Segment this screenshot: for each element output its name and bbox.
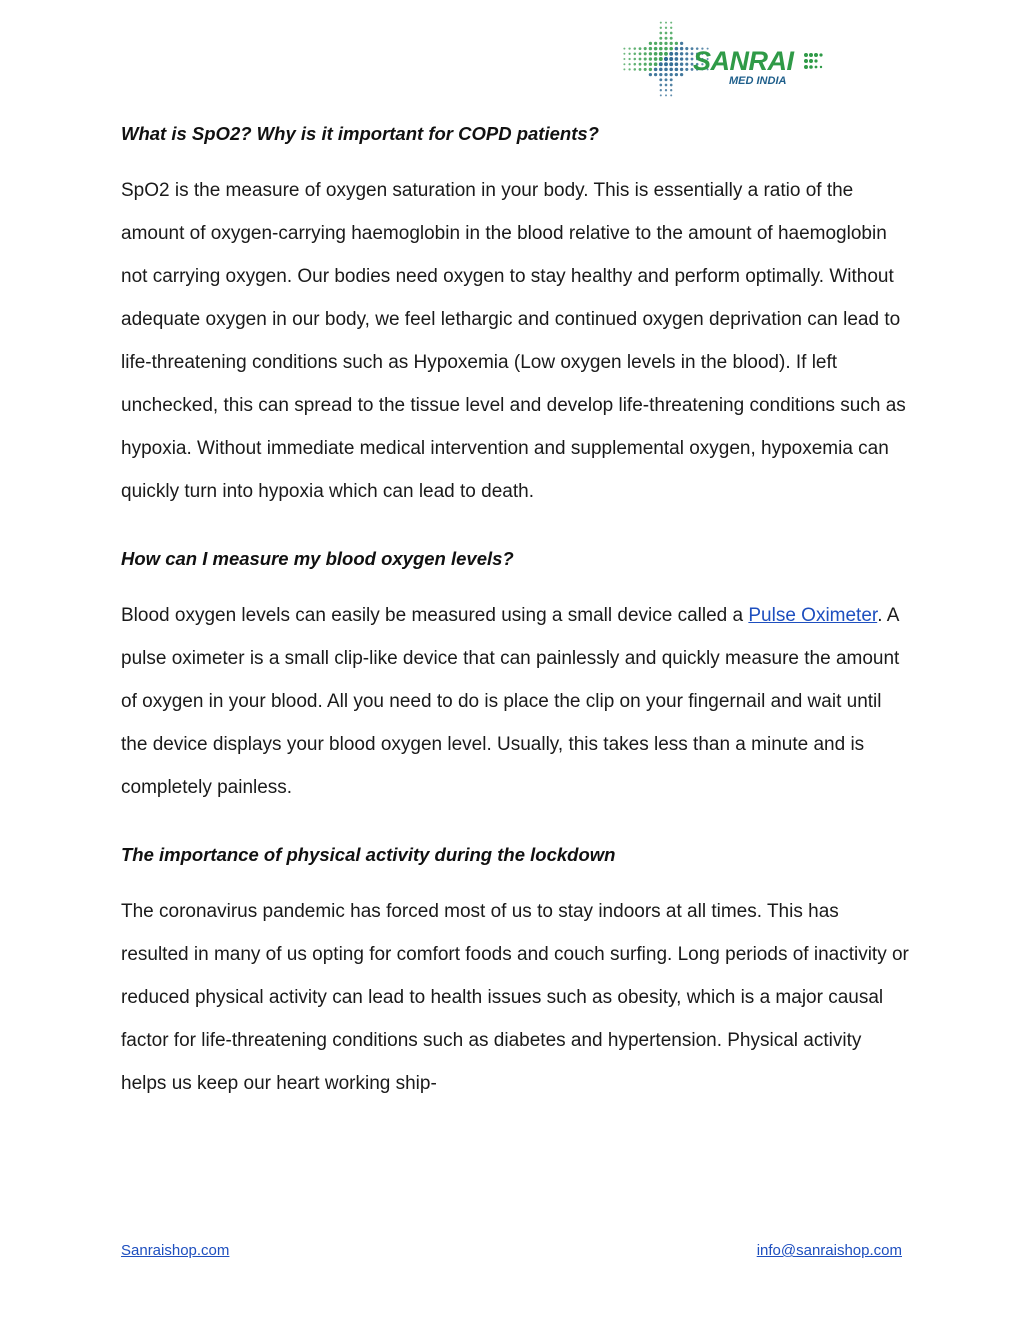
section-heading-measure: How can I measure my blood oxygen levels? [121,548,514,569]
logo-dots-tail-icon [803,52,827,72]
paragraph-text-before-link: Blood oxygen levels can easily be measured using a small device called a [121,605,749,626]
pulse-oximeter-link[interactable]: Pulse Oximeter [748,605,878,626]
brand-logo [620,18,830,100]
section-paragraph-spo2: SpO2 is the measure of oxygen saturation in your body. This is essentially a ratio of the amount of oxygen-carrying haemoglobin in the blood relative to the amount of haemoglobin not carrying oxygen. Our bodies need oxygen to stay healthy and perform optimally. Without adequate oxygen in our body, we feel lethargic and continued oxygen deprivation can lead to life-threatening conditions such as Hypoxemia (Low oxygen levels in the blood). If left unchecked, this can spread to the tissue level and develop life-threatening conditions such as hypoxia. Without immediate medical intervention and supplemental oxygen, hypoxemia can quickly turn into hypoxia which can lead to death. [121,180,906,502]
brand-subtitle: MED INDIA [729,75,787,87]
footer-website-link[interactable]: Sanraishop.com [121,1242,230,1259]
section-paragraph-measure [121,594,911,809]
footer-email-link[interactable]: info@sanraishop.com [756,1242,902,1259]
brand-name: SANRAI [693,46,794,76]
document-body [121,110,911,1105]
paragraph-text-after-link: . A pulse oximeter is a small clip-like device that can painlessly and quickly measure the amount of oxygen in your blood. All you need to do is place the clip on your fingernail and wait until the device displays your blood oxygen level. Usually, this takes less than a minute and is completely painless. [121,605,900,798]
section-heading-activity: The importance of physical activity during the lockdown [121,844,616,865]
section-heading-spo2: What is SpO2? Why is it important for COPD patients? [121,123,599,144]
section-paragraph-activity: The coronavirus pandemic has forced most of us to stay indoors at all times. This has resulted in many of us opting for comfort foods and couch surfing. Long periods of inactivity or reduced physical activity can lead to health issues such as obesity, which is a major causal factor for life-threatening conditions such as diabetes and hypertension. Physical activity helps us keep our heart working ship- [121,901,909,1094]
